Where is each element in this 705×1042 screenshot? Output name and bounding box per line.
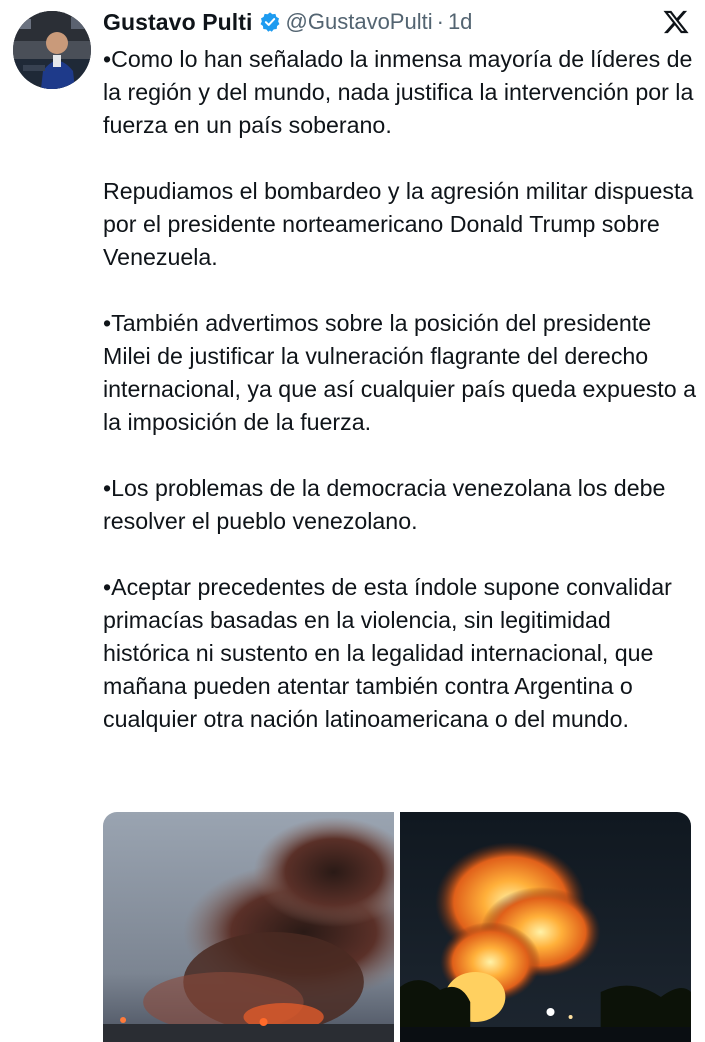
separator-dot: · [436,9,444,34]
tweet-header [103,6,472,38]
tweet-paragraph: Repudiamos el bombardeo y la agresión militar dispuesta por el presidente norteamericano Donald Trump sobre Venezuela. [103,178,694,270]
tweet-paragraph: •Como lo han señalado la inmensa mayoría de líderes de la región y del mundo, nada justifica la intervención por la fuerza en un país soberano. [103,46,694,138]
tweet-paragraph: •También advertimos sobre la posición del presidente Milei de justificar la vulneración flagrante del derecho internacional, ya que así cualquier país queda expuesto a la imposición de la fuerza. [103,310,696,435]
timestamp[interactable]: 1d [447,9,473,34]
tweet-paragraph: •Los problemas de la democracia venezolana los debe resolver el pueblo venezolano. [103,475,666,534]
avatar[interactable] [13,11,91,89]
tweet-text [103,43,698,736]
author-name[interactable]: Gustavo Pulti [103,8,253,35]
x-logo-icon [662,8,690,36]
tweet-paragraph: •Aceptar precedentes de esta índole supone convalidar primacías basadas en la violencia, sin legitimidad histórica ni sustento en la legalidad internacional, que mañana pueden atentar también contra Argentina o cualquier otra nación latinoamericana o del mundo. [103,574,672,732]
author-handle[interactable]: @GustavoPulti [285,9,433,34]
media-photo-explosion[interactable] [400,812,691,1042]
verified-badge-icon [259,11,281,33]
media-grid [103,812,691,1042]
media-photo-smoke[interactable] [103,812,394,1042]
